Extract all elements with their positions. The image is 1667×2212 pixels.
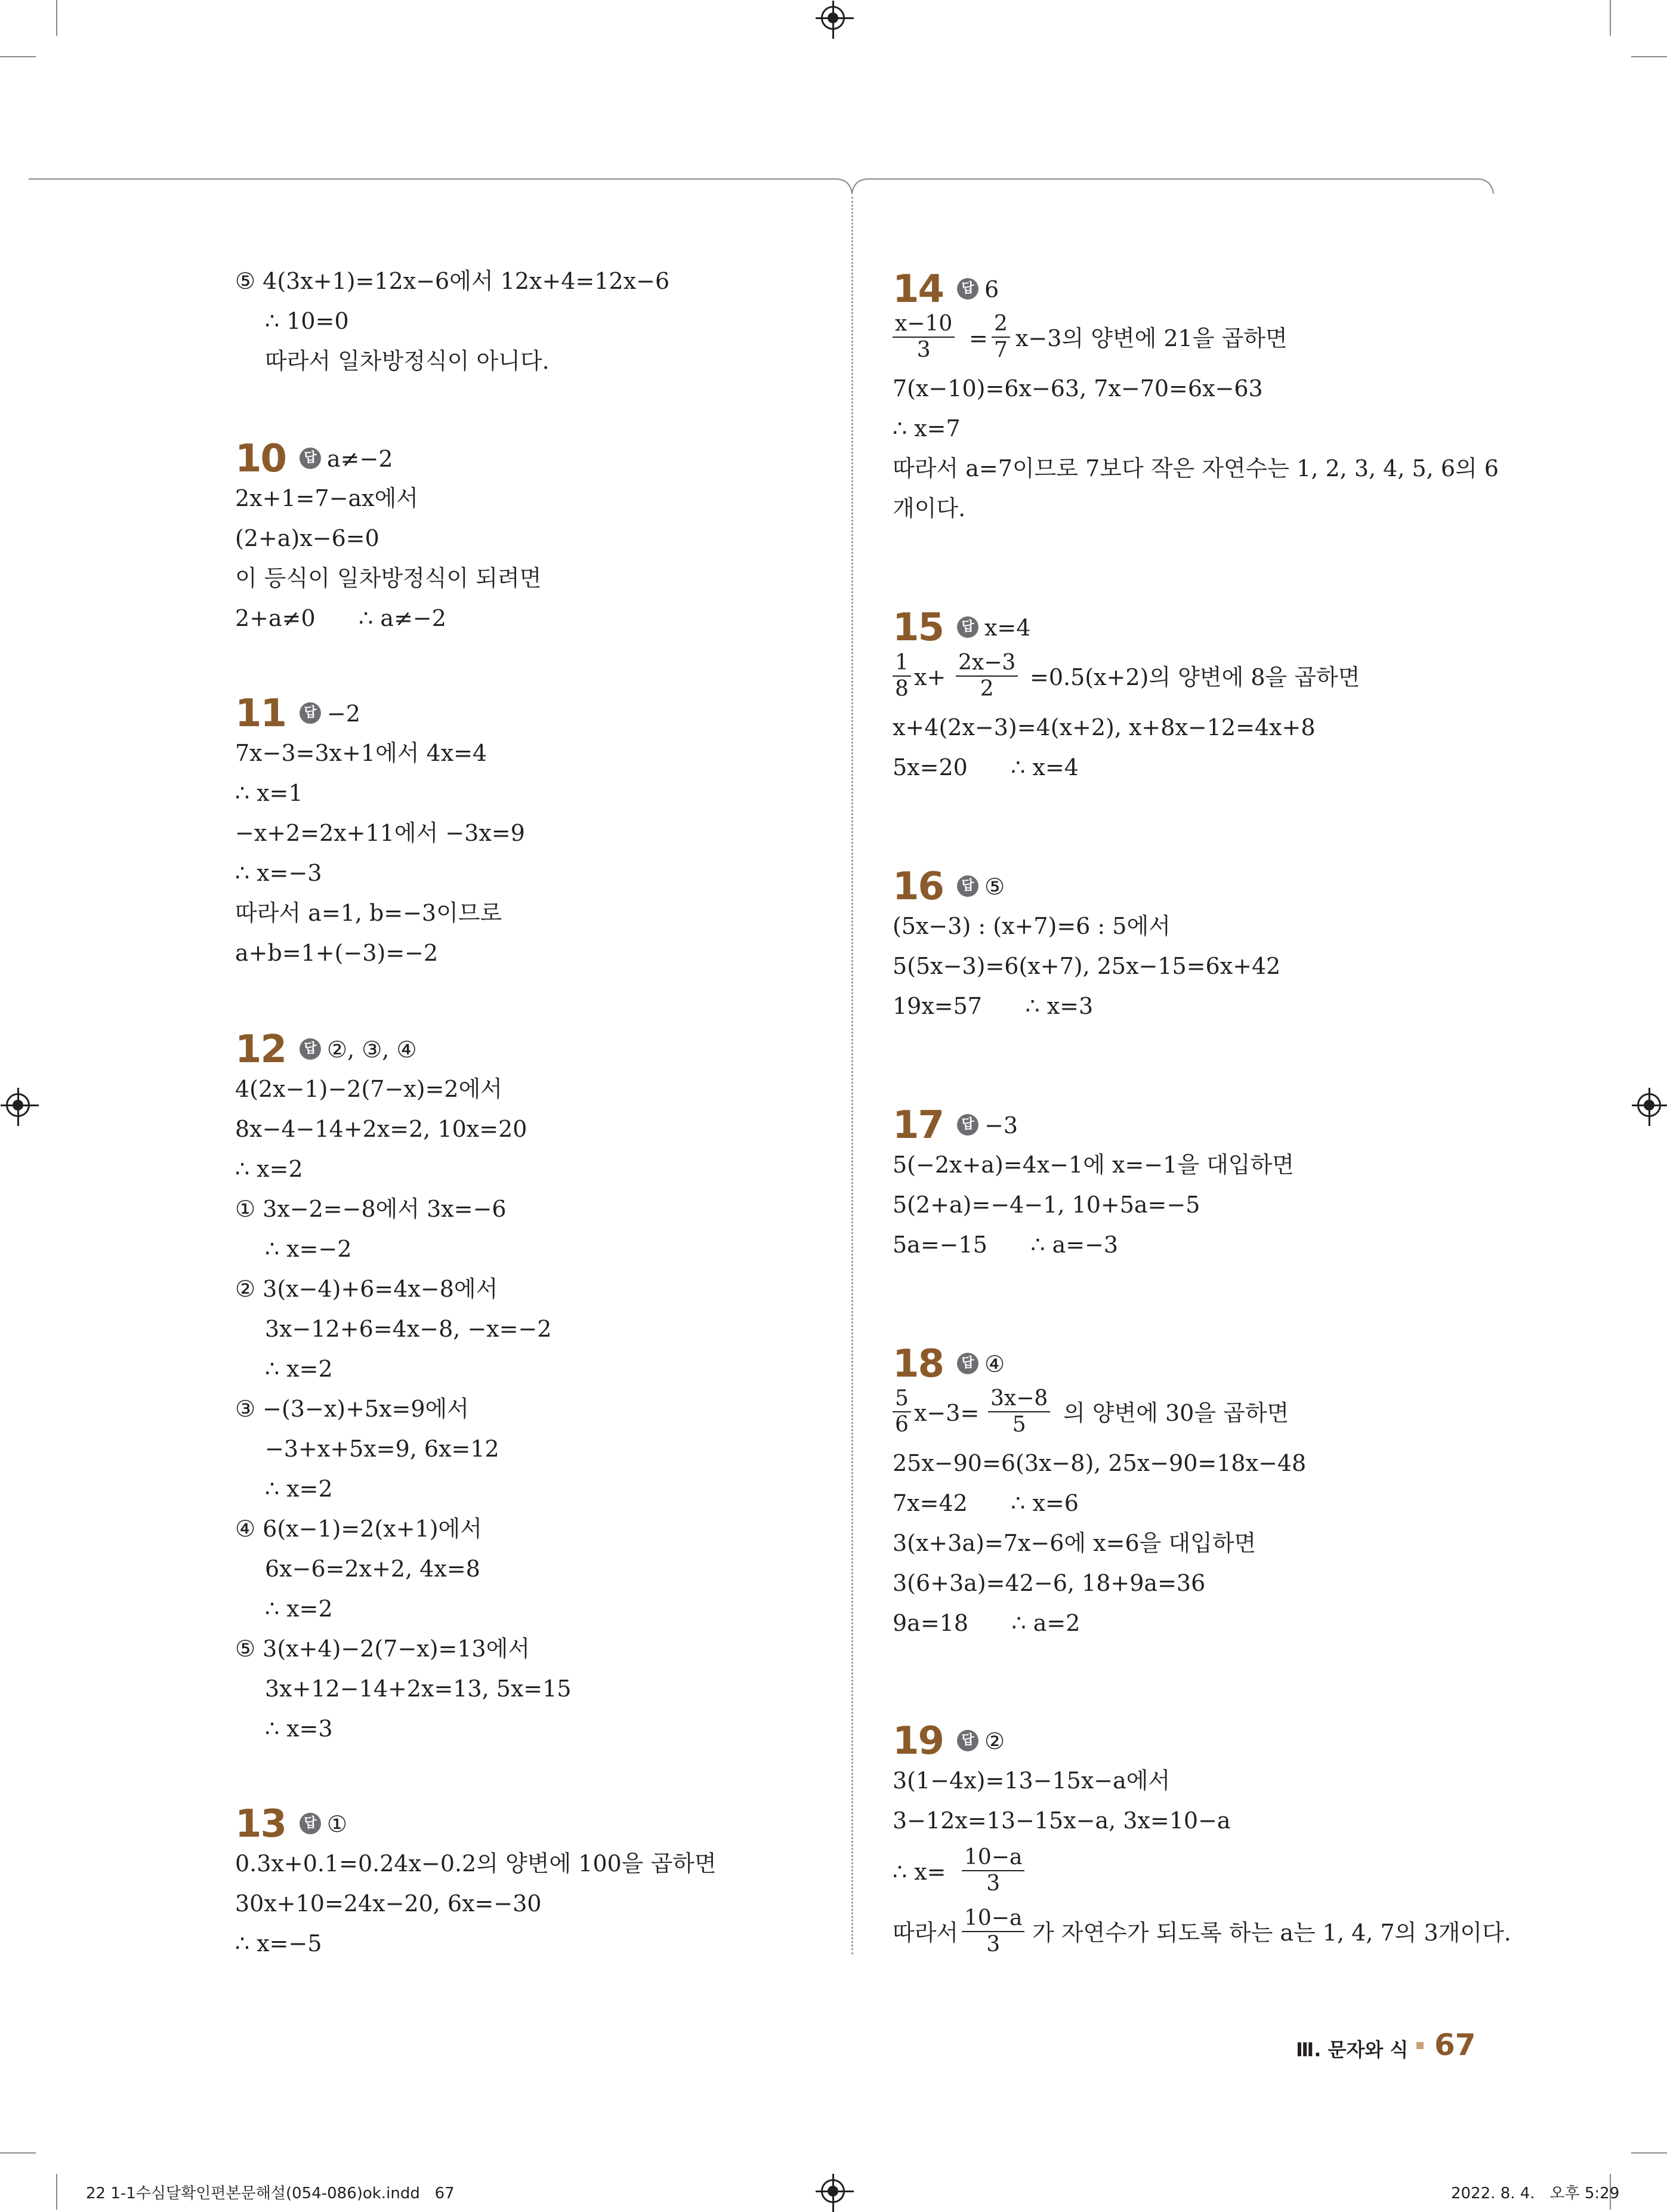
solution-line: 5(−2x+a)=4x−1에 x=−1을 대입하면 bbox=[893, 1152, 1294, 1178]
answer-badge: 답 bbox=[957, 1114, 978, 1136]
problem-number: 11 bbox=[235, 692, 286, 736]
answer-badge: 답 bbox=[957, 875, 978, 897]
solution-line: 8x−4−14+2x=2, 10x=20 bbox=[235, 1116, 527, 1142]
fraction bbox=[893, 313, 955, 361]
solution-line: 7(x−10)=6x−63, 7x−70=6x−63 bbox=[893, 375, 1263, 402]
solution-line: 5(5x−3)=6(x+7), 25x−15=6x+42 bbox=[893, 953, 1281, 979]
solution-line: ∴ x=3 bbox=[265, 1716, 333, 1742]
numerator: 10−a bbox=[962, 1908, 1024, 1932]
registration-mark-icon bbox=[821, 6, 845, 30]
equals-sign: = bbox=[969, 325, 988, 351]
solution-line: (2+a)x−6=0 bbox=[235, 525, 379, 551]
solution-line: 2x+1=7−ax에서 bbox=[235, 485, 418, 511]
problem-number: 18 bbox=[893, 1342, 944, 1386]
solution-line: 따라서 bbox=[893, 1920, 966, 1946]
header-frame bbox=[0, 167, 1667, 215]
solution-line: 7x−3=3x+1에서 4x=4 bbox=[235, 740, 487, 766]
fraction bbox=[893, 652, 911, 700]
solution-line: ∴ x=7 bbox=[893, 415, 961, 442]
numerator: 2 bbox=[992, 313, 1010, 338]
solution-line: 9a=18 ∴ a=2 bbox=[893, 1610, 1081, 1636]
answer-badge: 답 bbox=[957, 1730, 978, 1751]
denominator: 3 bbox=[986, 1871, 1001, 1896]
solution-line: 4(2x−1)−2(7−x)=2에서 bbox=[235, 1076, 502, 1102]
denominator: 8 bbox=[895, 677, 909, 701]
solution-line: ∴ x=2 bbox=[265, 1476, 333, 1502]
solution-line: a+b=1+(−3)=−2 bbox=[235, 940, 439, 966]
separator-square bbox=[1416, 2042, 1424, 2049]
answer-badge: 답 bbox=[300, 1813, 321, 1834]
answer-value: −2 bbox=[327, 701, 361, 727]
solution-line: 따라서 a=7이므로 7보다 작은 자연수는 1, 2, 3, 4, 5, 6의 6 bbox=[893, 455, 1499, 482]
registration-mark-icon bbox=[821, 2179, 845, 2203]
registration-mark-icon bbox=[6, 1093, 30, 1117]
solution-line: 의 양변에 30을 곱하면 bbox=[1063, 1400, 1289, 1426]
denominator: 3 bbox=[916, 338, 931, 362]
solution-line: ⑤ 3(x+4)−2(7−x)=13에서 bbox=[235, 1636, 530, 1662]
crop-mark bbox=[0, 56, 36, 57]
solution-line: x−3= bbox=[914, 1400, 980, 1426]
answer-value: ② bbox=[984, 1728, 1005, 1754]
crop-mark bbox=[1610, 0, 1611, 36]
solution-line: 가 자연수가 되도록 하는 a는 1, 4, 7의 3개이다. bbox=[1032, 1920, 1511, 1946]
fraction bbox=[962, 1847, 1024, 1895]
solution-line: ① 3x−2=−8에서 3x=−6 bbox=[235, 1196, 507, 1222]
denominator: 7 bbox=[994, 338, 1008, 362]
answer-value: x=4 bbox=[984, 615, 1031, 641]
solution-line: 2+a≠0 ∴ a≠−2 bbox=[235, 605, 446, 631]
solution-line: 3(x+3a)=7x−6에 x=6을 대입하면 bbox=[893, 1530, 1257, 1556]
solution-line: 6x−6=2x+2, 4x=8 bbox=[265, 1556, 480, 1582]
column-divider bbox=[851, 197, 853, 1954]
problem-number: 17 bbox=[893, 1103, 944, 1147]
fraction bbox=[956, 652, 1018, 700]
solution-line: 3x−12+6=4x−8, −x=−2 bbox=[265, 1316, 552, 1342]
solution-line: 5(2+a)=−4−1, 10+5a=−5 bbox=[893, 1192, 1200, 1218]
solution-line: ⑤ 4(3x+1)=12x−6에서 12x+4=12x−6 bbox=[235, 268, 670, 294]
numerator: 10−a bbox=[962, 1847, 1024, 1871]
solution-line: ∴ 10=0 bbox=[265, 308, 349, 334]
solution-line: −x+2=2x+11에서 −3x=9 bbox=[235, 820, 525, 846]
solution-line: 30x+10=24x−20, 6x=−30 bbox=[235, 1890, 542, 1917]
solution-line: ∴ x=2 bbox=[265, 1356, 333, 1382]
solution-line: ∴ x=2 bbox=[235, 1156, 303, 1182]
answer-badge: 답 bbox=[957, 278, 978, 300]
numerator: 1 bbox=[893, 652, 911, 677]
solution-line: x+4(2x−3)=4(x+2), x+8x−12=4x+8 bbox=[893, 714, 1316, 741]
answer-value: ④ bbox=[984, 1351, 1005, 1377]
answer-badge: 답 bbox=[957, 616, 978, 638]
fraction bbox=[992, 313, 1010, 361]
solution-line: ② 3(x−4)+6=4x−8에서 bbox=[235, 1276, 498, 1302]
problem-number: 14 bbox=[893, 267, 944, 311]
solution-line: 개이다. bbox=[893, 495, 966, 522]
solution-line: ∴ x=1 bbox=[235, 780, 303, 806]
numerator: x−10 bbox=[893, 313, 955, 338]
solution-line: 7x=42 ∴ x=6 bbox=[893, 1490, 1079, 1516]
crop-mark bbox=[1631, 56, 1667, 57]
solution-line: ∴ x=2 bbox=[265, 1596, 333, 1622]
fraction bbox=[988, 1388, 1050, 1436]
fraction bbox=[893, 1388, 911, 1436]
crop-mark bbox=[0, 2152, 36, 2154]
denominator: 6 bbox=[895, 1412, 909, 1437]
numerator: 2x−3 bbox=[956, 652, 1018, 677]
solution-line: ④ 6(x−1)=2(x+1)에서 bbox=[235, 1516, 482, 1542]
page-number: 67 bbox=[1434, 2028, 1476, 2062]
solution-line: 19x=57 ∴ x=3 bbox=[893, 993, 1094, 1019]
solution-line: 25x−90=6(3x−8), 25x−90=18x−48 bbox=[893, 1450, 1307, 1476]
solution-line: 5x=20 ∴ x=4 bbox=[893, 754, 1079, 780]
solution-line: 따라서 일차방정식이 아니다. bbox=[265, 348, 550, 374]
answer-badge: 답 bbox=[300, 448, 321, 469]
solution-line: 3(6+3a)=42−6, 18+9a=36 bbox=[893, 1570, 1206, 1596]
section-title: Ⅲ. 문자와 식 bbox=[1296, 2038, 1409, 2061]
problem-number: 15 bbox=[893, 606, 944, 650]
solution-line: =0.5(x+2)의 양변에 8을 곱하면 bbox=[1030, 664, 1360, 690]
solution-line: 5a=−15 ∴ a=−3 bbox=[893, 1232, 1119, 1258]
solution-line: 3x+12−14+2x=13, 5x=15 bbox=[265, 1676, 572, 1702]
answer-badge: 답 bbox=[300, 702, 321, 724]
solution-line: (5x−3) : (x+7)=6 : 5에서 bbox=[893, 913, 1171, 939]
answer-value: ②, ③, ④ bbox=[327, 1036, 417, 1063]
solution-line: ∴ x= bbox=[893, 1859, 946, 1885]
answer-value: a≠−2 bbox=[327, 446, 393, 472]
problem-number: 10 bbox=[235, 437, 286, 481]
solution-line: 0.3x+0.1=0.24x−0.2의 양변에 100을 곱하면 bbox=[235, 1850, 717, 1877]
answer-badge: 답 bbox=[300, 1038, 321, 1060]
problem-number: 19 bbox=[893, 1719, 944, 1763]
solution-line: ③ −(3−x)+5x=9에서 bbox=[235, 1396, 469, 1422]
solution-line: x−3의 양변에 21을 곱하면 bbox=[1015, 325, 1288, 351]
answer-value: 6 bbox=[984, 276, 999, 303]
denominator: 2 bbox=[980, 677, 994, 701]
file-slug: 22 1-1수심달확인편본문해설(054-086)ok.indd 67 bbox=[86, 2185, 455, 2202]
denominator: 3 bbox=[986, 1932, 1001, 1957]
solution-line: 3−12x=13−15x−a, 3x=10−a bbox=[893, 1807, 1231, 1834]
answer-badge: 답 bbox=[957, 1353, 978, 1374]
crop-mark bbox=[56, 0, 57, 36]
solution-line: x+ bbox=[914, 664, 946, 690]
numerator: 5 bbox=[893, 1388, 911, 1412]
problem-number: 16 bbox=[893, 865, 944, 909]
solution-line: 이 등식이 일차방정식이 되려면 bbox=[235, 565, 542, 591]
solution-line: 따라서 a=1, b=−3이므로 bbox=[235, 900, 502, 926]
solution-line: 3(1−4x)=13−15x−a에서 bbox=[893, 1767, 1171, 1794]
registration-mark-icon bbox=[1637, 1093, 1661, 1117]
crop-mark bbox=[1631, 2152, 1667, 2154]
denominator: 5 bbox=[1012, 1412, 1026, 1437]
answer-value: −3 bbox=[984, 1112, 1018, 1139]
answer-value: ① bbox=[327, 1811, 348, 1837]
answer-value: ⑤ bbox=[984, 874, 1005, 900]
crop-mark bbox=[56, 2174, 57, 2210]
problem-number: 13 bbox=[235, 1802, 286, 1846]
solution-line: ∴ x=−2 bbox=[265, 1236, 352, 1262]
solution-line: ∴ x=−5 bbox=[235, 1930, 322, 1957]
fraction bbox=[962, 1908, 1024, 1955]
solution-line: −3+x+5x=9, 6x=12 bbox=[265, 1436, 499, 1462]
print-timestamp: 2022. 8. 4. 오후 5:29 bbox=[1451, 2185, 1620, 2202]
solution-line: ∴ x=−3 bbox=[235, 860, 322, 886]
problem-number: 12 bbox=[235, 1028, 286, 1072]
numerator: 3x−8 bbox=[988, 1388, 1050, 1412]
